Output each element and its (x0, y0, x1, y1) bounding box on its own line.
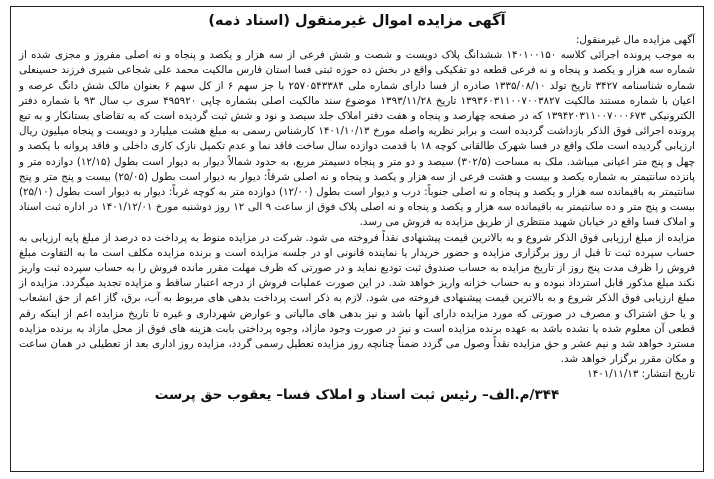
notice-signature: ۳۴۴/م.الف– رئیس ثبت اسناد و املاک فسا– یعقوب حق پرست (154, 386, 560, 403)
notice-body-paragraph-2: مزایده از مبلغ ارزیابی فوق الذکر شروع و به بالاترین قیمت پیشنهادی نقداً فروخته می شود. شرکت در مزایده منوط به پرداخت ده درصد از مبلغ پایه ارزیابی به حساب سپرده ثبت تا قبل از روز برگزاری مزایده و حضور خریدار یا نماینده قانونی او در جلسه مزایده است و برنده مزایده مکلف است ما به التفاوت مبلغ فروش را ظرف مدت پنج روز از تاریخ مزایده به حساب صندوق ثبت تودیع نماید و در صورتی که ظرف مهلت مقرر مانده فروش را به حساب سپرده ثبت واریز نکند مبلغ مذکور قابل استرداد نبوده و به حساب خزانه واریز خواهد شد. در این صورت عملیات فروش از درجه اعتبار ساقط و مزایده تجدید میگردد. مزایده از مبلغ ارزیابی فوق الذکر شروع و به بالاترین قیمت پیشنهادی فروخته می شود. لازم به ذکر است پرداخت بدهی های مربوط به آب، برق، گاز اعم از حق انشعاب و یا حق اشتراک و مصرف در صورتی که مورد مزایده دارای آنها باشد و نیز بدهی های مالیاتی و عوارض شهرداری و غیره تا تاریخ مزایده اعم از اینکه رقم قطعی آن معلوم شده یا نشده باشد به عهده برنده مزایده است و نیز در صورت وجود مازاد، وجوه پرداختی بابت هزینه های فوق از محل مازاد به برنده مزایده مسترد خواهد شد و نیم عشر و حق مزایده نقداً وصول می گردد ضمناً چنانچه روز مزایده تعطیل رسمی گردد، مزایده روز اداری بعد از تعطیلی در همان ساعت و مکان مقرر برگزار خواهد شد. (19, 231, 695, 366)
notice-greeting: آگهی مزایده مال غیرمنقول: (575, 34, 695, 46)
publication-date: تاریخ انتشار: ۱۴۰۱/۱۱/۱۳ (587, 368, 695, 381)
notice-title: آگهی مزایده اموال غیرمنقول (اسناد ذمه) (208, 13, 506, 29)
notice-body-paragraph-1: به موجب پرونده اجرائی کلاسه ۱۴۰۱۰۰۱۵۰ ششدانگ پلاک دویست و شصت و شش فرعی از سه هزار و یکصد و پنجاه و نه اصلی مفروز و مجزی شده از شماره سه هزار و یکصد و پنجاه و نه فرعی قطعه دو تفکیکی واقع در بخش ده حوزه ثبتی فسا استان فارس مالکیت محمد علی شجاعی شیری فرزند حسینعلی شماره شناسنامه ۳۴۲۷ تاریخ تولد ۱۳۳۵/۰۸/۱۰ صادره از فسا دارای شماره ملی ۲۵۷۰۵۴۳۳۸۴ با جز سهم ۶ از کل سهم ۶ بعنوان مالک شش دانگ عرصه و اعیان با شماره مستند مالکیت ۱۳۹۳۶۰۳۱۱۰۰۷۰۰۳۸۲۷ تاریخ ۱۳۹۳/۱۱/۲۸ موضوع سند مالکیت اصلی بشماره چاپی ۴۹۵۹۲۰ سری ب سال ۹۳ با شماره دفتر الکترونیکی ۱۳۹۴۲۰۳۱۱۰۰۷۰۰۰۶۷۳ که در صفحه چهارصد و پنجاه و هفت دفتر املاک جلد سیصد و نود و شش ثبت گردیده است که به تقاضای بستانکار و به تبع پرونده اجرائی فوق الذکر بازداشت گردیده است و برابر نظریه واصله مورخ ۱۴۰۱/۱۰/۱۳ کارشناس رسمی به مبلغ هشت میلیارد و دویست و پنجاه میلیون ریال ارزیابی گردیده است ملک واقع در فسا شهرک طالقانی کوچه ۱۸ با قدمت دوازده سال ساخت فاقد نما و عدم تکمیل نازک کاری داخلی و فاقد پروانه با یکصد و چهل و پنج متر اعیانی میباشد. ملک به مساحت (۳۰۲/۵) سیصد و دو متر و پنجاه دسیمتر مربع، به حدود شمالاً دیوار به دیوار است بطول (۱۲/۱۵) دوازده متر و پانزده سانتیمتر به شماره یکصد و بیست و هشت فرعی از سه هزار و یکصد و پنجاه و نه اصلی شرقاً: دیوار به دیوار است بطول (۲۵/۰۵) بیست و پنج متر و پنج سانتیمتر به باقیمانده سه هزار و یکصد و پنجاه و نه اصلی جنوباً: درب و دیوار است بطول (۱۲/۰۰) دوازده متر به کوچه غرباً: دیوار به دیوار است بطول (۲۵/۱۰) بیست و پنج متر و ده سانتیمتر به باقیمانده سه هزار و یکصد و پنجاه و نه اصلی پلاک فوق از ساعت ۹ الی ۱۲ روز دوشنبه مورخ ۱۴۰۱/۱۲/۰۱ در اداره ثبت اسناد و املاک فسا واقع در خیابان شهید منتظری از طریق مزایده به فروش می رسد. (19, 49, 696, 229)
auction-notice (10, 6, 704, 472)
